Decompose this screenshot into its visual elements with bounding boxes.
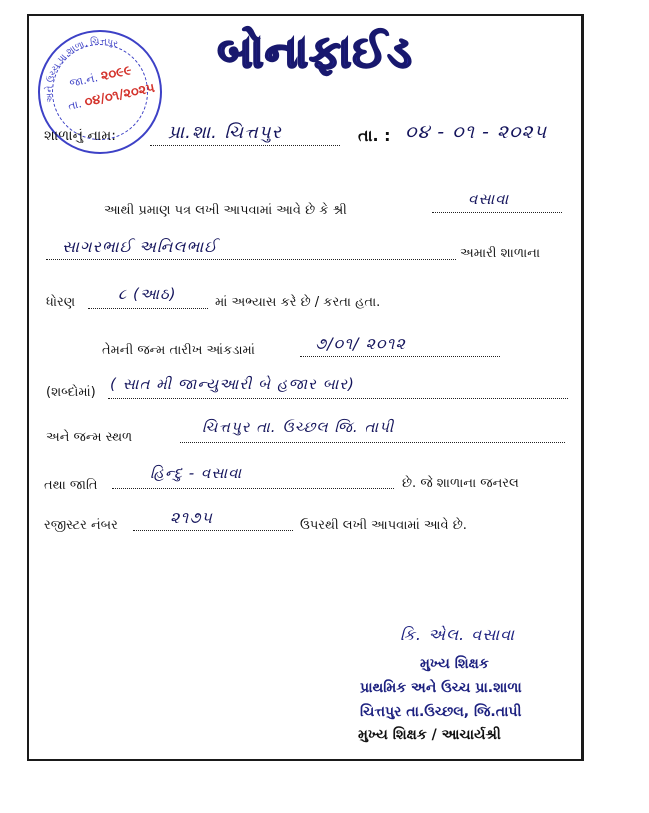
certificate-title: બોનાફાઈડ <box>217 26 413 78</box>
register-label: રજીસ્ટર નંબર <box>44 518 118 533</box>
certify-text: આથી પ્રમાણ પત્ર લખી આપવામાં આવે છે કે શ્રી <box>104 203 347 218</box>
signature-name: કિ. એલ. વસાવા <box>400 625 515 644</box>
dob-words-label: (શબ્દોમાં) <box>46 385 96 400</box>
school-name-value: પ્રા.શા. ચિત્તપુર <box>168 122 282 143</box>
our-school-text: અમારી શાળાના <box>460 246 541 261</box>
studying-text: માં અભ્યાસ કરે છે / કરતા હતા. <box>215 295 381 310</box>
caste-line <box>112 488 394 489</box>
surname-line <box>432 212 562 213</box>
seal-number-value: ૨૦૯૯ <box>99 63 133 85</box>
full-name-line <box>46 259 456 260</box>
school-name-line <box>150 145 340 146</box>
signature-address: ચિત્તપુર તા.ઉચ્છલ, જિ.તાપી <box>360 704 522 720</box>
signature-school: પ્રાથમિક અને ઉચ્ચ પ્રા.શાળા <box>360 680 522 696</box>
dob-digits-label: તેમની જન્મ તારીખ આંકડામાં <box>102 343 255 358</box>
standard-value: ૮ (આઠ) <box>118 285 177 303</box>
dob-words-value: ( સાત મી જાન્યુઆરી બે હજાર બાર) <box>110 375 355 393</box>
date-value: ૦૪ - ૦૧ - ૨૦૨૫ <box>405 121 548 143</box>
seal-date-value: ૦૪/૦૧/૨૦૨૫ <box>83 80 157 111</box>
issued-text: ઉપરથી લખી આપવામાં આવે છે. <box>300 518 467 533</box>
standard-label: ધોરણ <box>46 295 76 310</box>
birth-place-value: ચિત્તપુર તા. ઉચ્છલ જિ. તાપી <box>202 418 395 436</box>
student-surname: વસાવા <box>468 190 510 208</box>
school-name-label: શાળાનું નામ: <box>44 128 116 144</box>
dob-digits-line <box>300 356 500 357</box>
standard-line <box>88 308 208 309</box>
seal-ring-text: અને ઉચ્ચ.પ્રા.શાળા, ચિત્તપુર <box>44 36 119 103</box>
dob-words-line <box>108 398 568 399</box>
birth-place-line <box>180 442 565 443</box>
general-text: છે. જે શાળાના જનરલ <box>402 476 519 491</box>
seal-number-label: જા.નં. <box>68 71 100 90</box>
seal-date-label: તા. <box>66 97 83 113</box>
caste-value: હિન્દુ - વસાવા <box>150 464 243 482</box>
caste-label: તથા જાતિ <box>44 478 98 493</box>
signature-designation: મુખ્ય શિક્ષક / આચાર્યશ્રી <box>358 727 501 743</box>
register-value: ૨૧૭૫ <box>170 508 213 527</box>
signature-role: મુખ્ય શિક્ષક <box>420 656 489 672</box>
student-full-name: સાગરભાઈ અનિલભાઈ <box>62 237 218 256</box>
dob-digits-value: ૭/૦૧/ ૨૦૧૨ <box>315 334 406 353</box>
register-line <box>133 530 293 531</box>
birth-place-label: અને જન્મ સ્થળ <box>46 430 133 445</box>
date-label: તા. : <box>358 126 391 145</box>
